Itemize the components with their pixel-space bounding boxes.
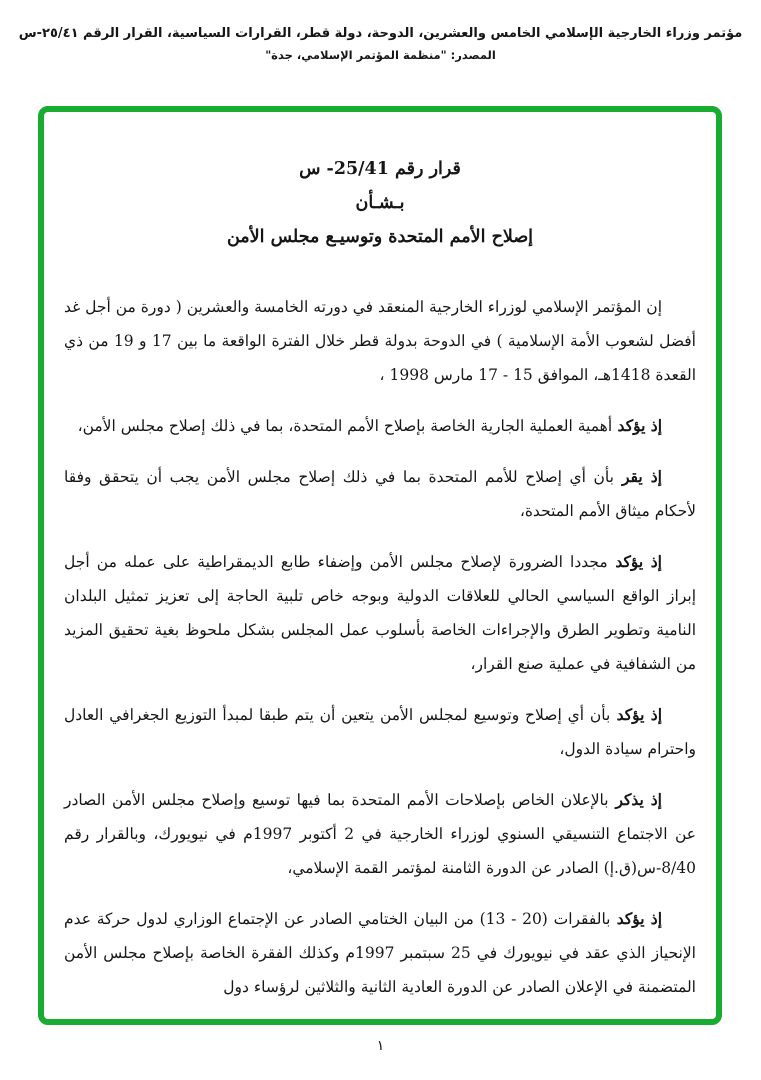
paragraph-text: مجددا الضرورة لإصلاح مجلس الأمن وإضفاء طابع الديمقراطية على عمله من أجل إبراز الواقع السياسي الحالي للعلاقات الدولية وبوجه خاص تلبية الحاجة إلى تعزيز تمثيل البلدان النامية وتطوير الطرق والإجراءات الخاصة بأسلوب عمل المجلس بشكل ملحوظ بغية تحقيق المزيد من الشفافية في عملية صنع القرار، — [64, 553, 696, 673]
header-citation-line: مؤتمر وزراء الخارجية الإسلامي الخامس والعشرين، الدوحة، دولة قطر، القرارات السياسية، القرار الرقم ٢٥/٤١-س — [18, 26, 743, 41]
paragraph-preamble — [64, 290, 696, 392]
paragraph-lead: إذ يؤكد — [610, 705, 663, 724]
paragraph-text: أهمية العملية الجارية الخاصة بإصلاح الأمم المتحدة، بما في ذلك إصلاح مجلس الأمن، — [77, 417, 613, 435]
paragraph-recognizing — [64, 460, 696, 528]
resolution-regarding-label: بـشـأن — [355, 193, 405, 213]
paragraph-lead: إذ يؤكد — [607, 552, 662, 571]
document-source-header — [0, 26, 761, 62]
resolution-title-block — [64, 152, 696, 254]
paragraph-lead: إذ يؤكد — [612, 416, 662, 435]
resolution-subject-title: إصلاح الأمم المتحدة وتوسيـع مجلس الأمن — [226, 227, 534, 247]
resolution-body — [64, 290, 696, 1004]
paragraph-text: بأن أي إصلاح وتوسيع لمجلس الأمن يتعين أن يتم طبقا لمبدأ التوزيع الجغرافي العادل واحترام سيادة الدول، — [64, 706, 696, 758]
paragraph-text: بالفقرات ⁦(13 - 20)⁩ من البيان الختامي الصادر عن الإجتماع الوزاري لدول حركة عدم الإنحياز الذي عقد في نيويورك في 25 سبتمبر 1997م وكذلك الفقرة الخاصة بإصلاح مجلس الأمن المتضمنة في الإعلان الصادر عن الدورة العادية الثانية والثلاثين لرؤساء دول — [64, 910, 696, 996]
resolution-number-title: قرار رقم 25/41- س — [299, 159, 461, 179]
paragraph-reaffirming — [64, 545, 696, 681]
document-border-frame — [38, 106, 722, 1025]
page-number: ١ — [376, 1038, 385, 1054]
paragraph-text: بأن أي إصلاح للأمم المتحدة بما في ذلك إصلاح مجلس الأمن يجب أن يتحقق وفقا لأحكام ميثاق الأمم المتحدة، — [64, 468, 696, 520]
paragraph-recalling — [64, 783, 696, 885]
paragraph-text: إن المؤتمر الإسلامي لوزراء الخارجية المنعقد في دورته الخامسة والعشرين ( دورة من أجل غد أفضل لشعوب الأمة الإسلامية ) في الدوحة بدولة قطر خلال الفترة الواقعة ما بين 17 و 19 من ذي القعدة 1418هـ، الموافق 15 - 17 مارس 1998 ، — [64, 298, 696, 384]
paragraph-lead: إذ يقر — [613, 467, 662, 486]
paragraph-affirming-1 — [64, 409, 696, 443]
paragraph-text: بالإعلان الخاص بإصلاحات الأمم المتحدة بما فيها توسيع وإصلاح مجلس الأمن الصادر عن الاجتماع التنسيقي السنوي لوزراء الخارجية في 2 أكتوبر 1997م في نيويورك، وبالقرار رقم 8/40-س(ق.إ) الصادر عن الدورة الثامنة لمؤتمر القمة الإسلامي، — [64, 791, 696, 877]
paragraph-lead: إذ يؤكد — [610, 909, 662, 928]
header-source-line: المصدر: "منظمة المؤتمر الإسلامي، جدة" — [265, 48, 496, 62]
paragraph-affirming-3 — [64, 902, 696, 1004]
paragraph-affirming-2 — [64, 698, 696, 766]
paragraph-lead: إذ يذكر — [608, 790, 662, 809]
